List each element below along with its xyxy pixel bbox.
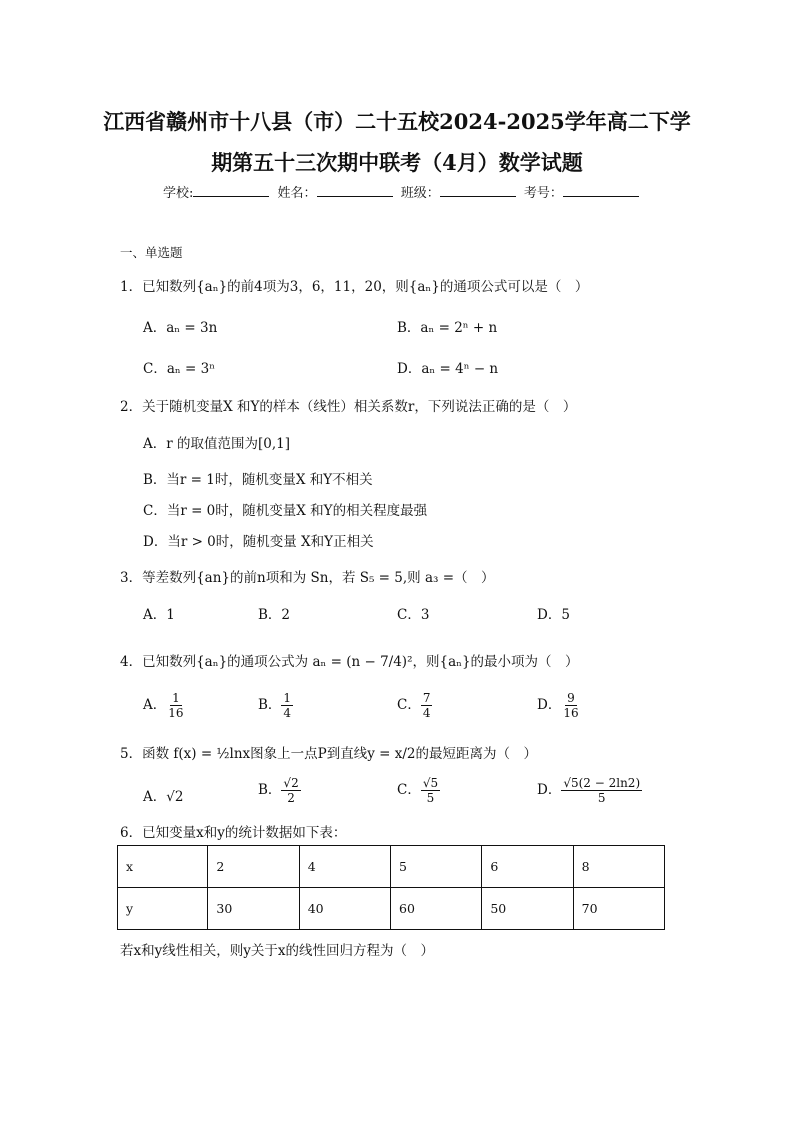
data-table: [117, 845, 665, 930]
q1-text: 1．已知数列{aₙ}的前4项为3，6，11，20，则{aₙ}的通项公式可以是（ ）: [120, 279, 589, 295]
table-cell: x: [118, 846, 208, 888]
school-blank: [193, 184, 269, 197]
table-cell: 70: [573, 888, 664, 930]
q4-option-a: A． $\frac{1}{16}$: [143, 691, 184, 720]
q5-option-b: B． $\frac{√2}{2}$: [258, 776, 299, 805]
q5-option-d: D． $\frac{√5(2 - 2\ln 2)}{5}$: [537, 776, 641, 805]
info-line: [163, 182, 643, 201]
name-blank: [317, 184, 393, 197]
fraction: $\frac{1}{4}$: [283, 691, 292, 720]
table-cell: 40: [299, 888, 390, 930]
table-row: [118, 888, 665, 930]
exam-no-label: 考号：: [523, 186, 563, 201]
q3-text: 3．等差数列{an}的前n项和为 Sn，若 S₅ = 5,则 a₃ =（ ）: [120, 570, 495, 586]
q4-text: 4．已知数列{aₙ}的通项公式为 aₙ = (n − 7/4)²，则{aₙ}的最小项为（ ）: [120, 654, 579, 670]
section-heading: 一、单选题: [120, 245, 183, 260]
q3-option-d: D．5: [537, 607, 570, 623]
class-label: 班级：: [400, 186, 440, 201]
title-line-2: 期第五十三次期中联考（4月）数学试题: [211, 150, 583, 175]
fraction: $\frac{√5(2 - 2\ln 2)}{5}$: [563, 776, 641, 805]
fraction: $\frac{7}{4}$: [422, 691, 431, 720]
table-cell: 8: [573, 846, 664, 888]
q6-after-text: 若x和y线性相关，则y关于x的线性回归方程为（ ）: [120, 943, 434, 959]
table-cell: 5: [391, 846, 482, 888]
fraction: $\frac{1}{16}$: [168, 691, 184, 720]
q4-option-b: B． $\frac{1}{4}$: [258, 691, 292, 720]
q5-option-a: A．√2: [143, 789, 184, 805]
table-cell: 6: [482, 846, 573, 888]
q4-option-d: D． $\frac{9}{16}$: [537, 691, 579, 720]
q1-option-d: D．aₙ = 4ⁿ − n: [397, 361, 499, 377]
q1-option-b: B．aₙ = 2ⁿ + n: [397, 320, 498, 336]
table-cell: 4: [299, 846, 390, 888]
fraction: $\frac{√2}{2}$: [283, 776, 299, 805]
q5-text: 5．函数 f(x) = ½lnx图象上一点P到直线y = x/2的最短距离为（ ）: [120, 746, 537, 762]
q2-option-d: D．当r > 0时，随机变量 X和Y正相关: [143, 534, 374, 550]
q1-option-c: C．aₙ = 3ⁿ: [143, 361, 216, 377]
q1-option-a: A．aₙ = 3n: [143, 320, 218, 336]
table-cell: 60: [391, 888, 482, 930]
q3-option-b: B．2: [258, 607, 291, 623]
q3-option-a: A．1: [143, 607, 175, 623]
q2-text: 2．关于随机变量X 和Y的样本（线性）相关系数r，下列说法正确的是（ ）: [120, 399, 577, 415]
fraction: $\frac{9}{16}$: [563, 691, 579, 720]
q2-option-b: B．当r = 1时，随机变量X 和Y不相关: [143, 472, 373, 488]
exam-no-blank: [563, 184, 639, 197]
table-cell: 2: [208, 846, 299, 888]
table-cell: 30: [208, 888, 299, 930]
q2-option-a: A．r 的取值范围为[0,1]: [143, 436, 290, 452]
name-label: 姓名：: [277, 186, 317, 201]
class-blank: [440, 184, 516, 197]
table-cell: 50: [482, 888, 573, 930]
q4-option-c: C． $\frac{7}{4}$: [397, 691, 431, 720]
fraction: $\frac{√5}{5}$: [422, 776, 439, 805]
q2-option-c: C．当r = 0时，随机变量X 和Y的相关程度最强: [143, 503, 428, 519]
q6-text: 6．已知变量x和y的统计数据如下表：: [120, 825, 347, 841]
q3-option-c: C．3: [397, 607, 430, 623]
table-row: [118, 846, 665, 888]
school-label: 学校:: [163, 186, 194, 201]
q5-option-c: C． $\frac{√5}{5}$: [397, 776, 439, 805]
table-cell: y: [118, 888, 208, 930]
title-line-1: 江西省赣州市十八县（市）二十五校2024-2025学年高二下学: [103, 109, 691, 134]
